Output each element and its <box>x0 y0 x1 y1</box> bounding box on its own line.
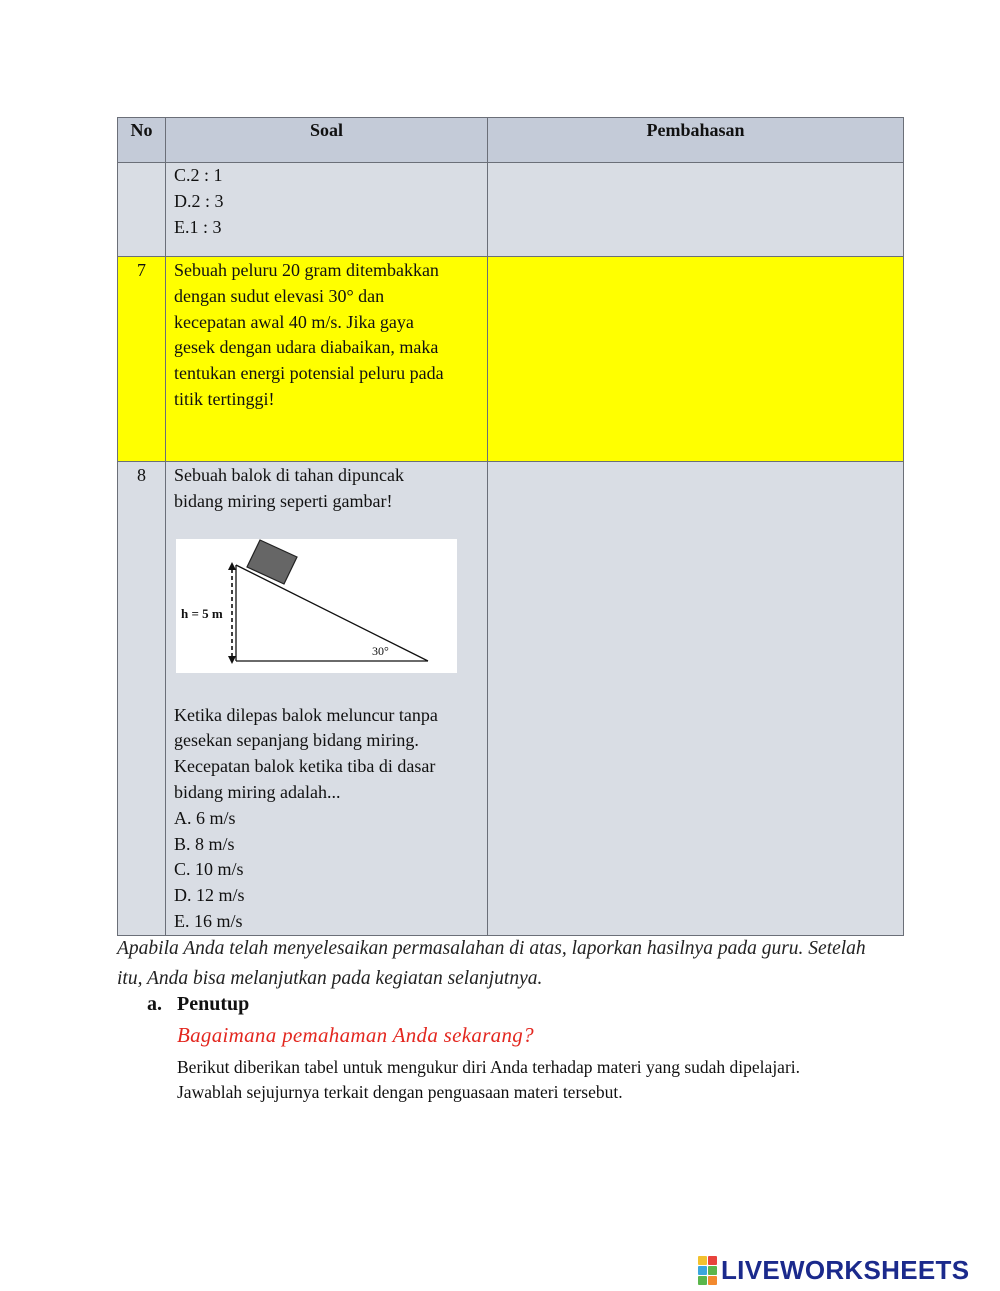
question-table <box>117 117 904 936</box>
liveworksheets-logo[interactable] <box>698 1256 969 1284</box>
logo-block <box>698 1276 707 1285</box>
incline-figure <box>176 539 457 673</box>
body-line: Jawablah sejujurnya terkait dengan penguasaan materi tersebut. <box>177 1082 623 1102</box>
question-line: kecepatan awal 40 m/s. Jika gaya <box>174 311 414 332</box>
question-line: tentukan energi potensial peluru pada <box>174 363 444 384</box>
row-number <box>118 163 166 257</box>
question-cell <box>166 257 488 462</box>
question-line: bidang miring seperti gambar! <box>174 490 393 511</box>
logo-block <box>708 1276 717 1285</box>
table-row <box>118 462 904 936</box>
question-line: gesekan sepanjang bidang miring. <box>174 730 419 751</box>
question-line: dengan sudut elevasi 30° dan <box>174 285 385 306</box>
answer-cell[interactable] <box>488 462 904 936</box>
question-cell <box>166 163 488 257</box>
row-number: 8 <box>118 462 166 936</box>
question-line: bidang miring adalah... <box>174 781 341 802</box>
incline-diagram <box>176 539 457 673</box>
answer-cell[interactable] <box>488 163 904 257</box>
table-header-row <box>118 118 904 163</box>
logo-block <box>708 1256 717 1265</box>
logo-block <box>698 1266 707 1275</box>
table-row <box>118 163 904 257</box>
question-cell <box>166 462 488 936</box>
logo-blocks-icon <box>698 1256 717 1285</box>
header-soal: Soal <box>166 118 488 163</box>
slope-side <box>236 565 428 661</box>
option-d: D. 12 m/s <box>174 885 245 906</box>
question-line: Sebuah peluru 20 gram ditembakkan <box>174 260 439 280</box>
height-label: h = 5 m <box>181 605 223 621</box>
section-title: Penutup <box>177 993 250 1015</box>
logo-block <box>708 1266 717 1275</box>
option-b: B. 8 m/s <box>174 833 235 854</box>
table-row <box>118 257 904 462</box>
section-label: a. <box>147 993 162 1015</box>
angle-label: 30° <box>372 643 389 658</box>
section-heading <box>147 993 249 1016</box>
instruction-line: Apabila Anda telah menyelesaikan permasalahan di atas, laporkan hasilnya pada guru. Setelah <box>117 938 866 959</box>
question-line: Sebuah balok di tahan dipuncak <box>174 465 404 485</box>
question-line: titik tertinggi! <box>174 388 275 409</box>
arrow-down-icon <box>228 656 236 664</box>
instruction-line: itu, Anda bisa melanjutkan pada kegiatan selanjutnya. <box>117 968 543 989</box>
question-line: Kecepatan balok ketika tiba di dasar <box>174 756 436 777</box>
section-body <box>177 1055 917 1105</box>
option-e: E. 16 m/s <box>174 910 243 931</box>
option-line: E.1 : 3 <box>174 216 222 237</box>
option-line: C.2 : 1 <box>174 165 223 185</box>
question-line: gesek dengan udara diabaikan, maka <box>174 337 439 358</box>
instruction-paragraph <box>117 934 907 994</box>
header-no: No <box>118 118 166 163</box>
block-shape <box>247 540 297 584</box>
arrow-up-icon <box>228 562 236 570</box>
question-line: Ketika dilepas balok meluncur tanpa <box>174 704 438 725</box>
row-number: 7 <box>118 257 166 462</box>
section-subtitle: Bagaimana pemahaman Anda sekarang? <box>177 1023 534 1047</box>
header-pembahasan: Pembahasan <box>488 118 904 163</box>
body-line: Berikut diberikan tabel untuk mengukur diri Anda terhadap materi yang sudah dipelajari. <box>177 1057 801 1077</box>
answer-cell[interactable] <box>488 257 904 462</box>
option-a: A. 6 m/s <box>174 807 236 828</box>
option-line: D.2 : 3 <box>174 190 224 211</box>
logo-block <box>698 1256 707 1265</box>
logo-text: LIVEWORKSHEETS <box>721 1254 970 1285</box>
option-c: C. 10 m/s <box>174 859 244 880</box>
